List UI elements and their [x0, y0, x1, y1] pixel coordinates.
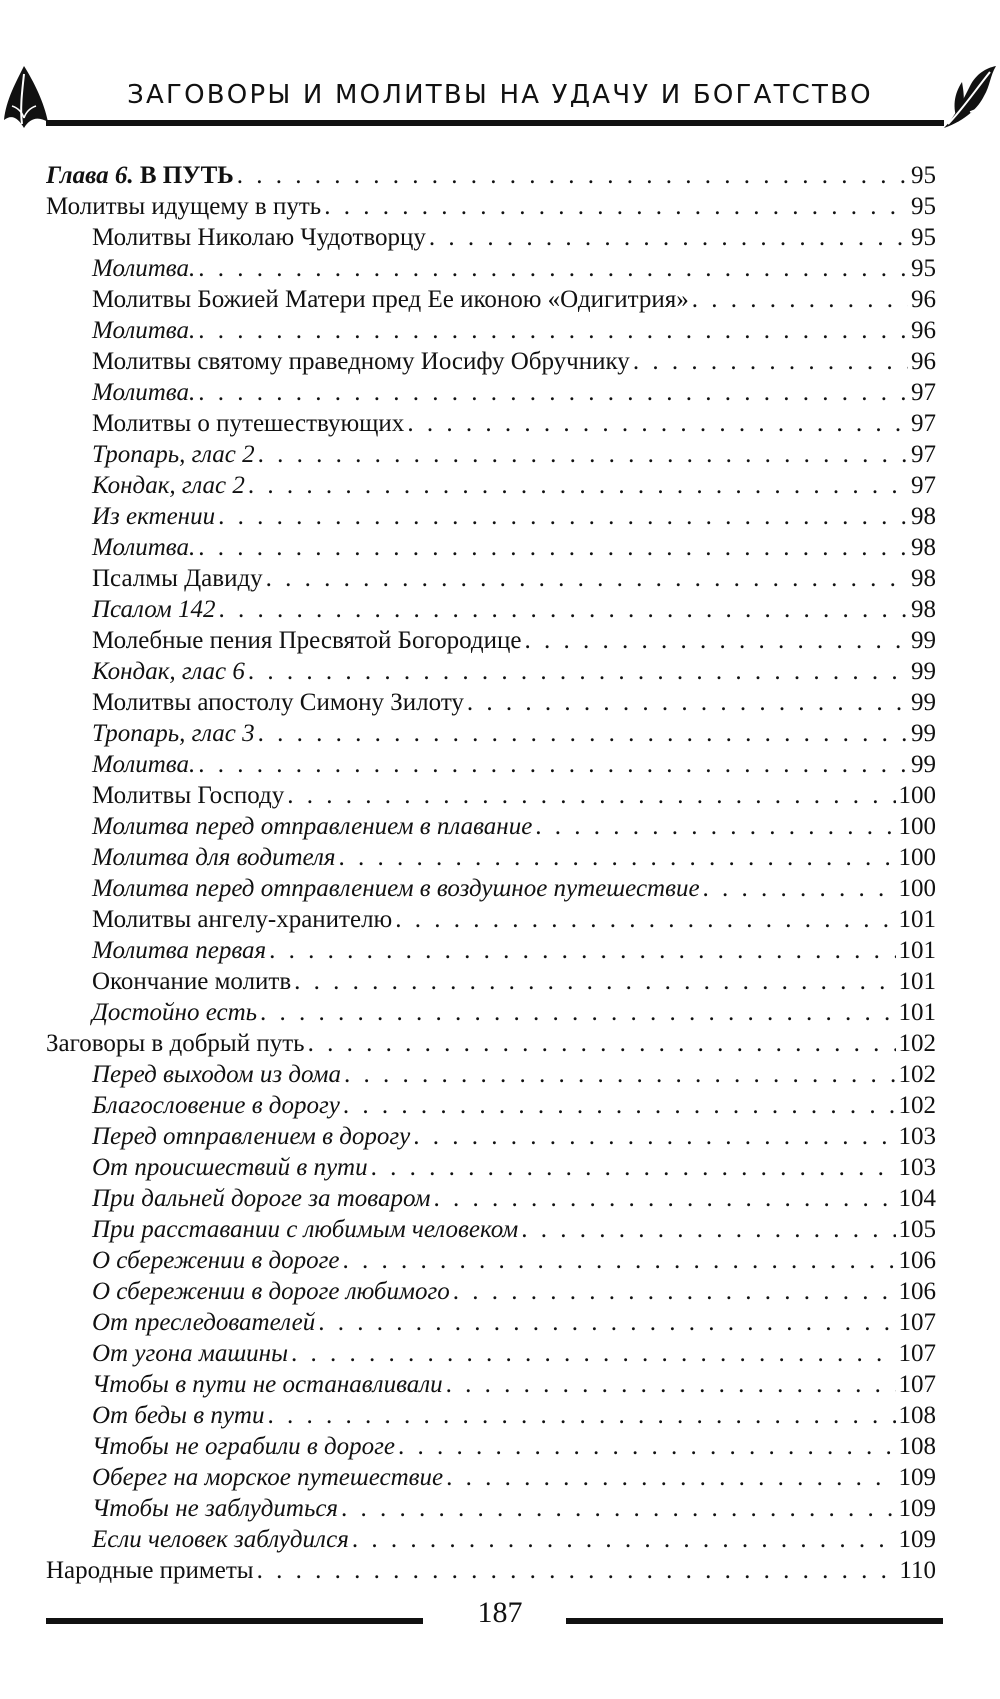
toc-entry-page: 101	[898, 968, 936, 995]
dot-leader	[248, 656, 908, 687]
dot-leader	[260, 997, 895, 1028]
dot-leader	[692, 284, 908, 315]
toc-entry-page: 95	[911, 162, 936, 189]
toc-entry-title: Молитва перед отправлением в воздушное путешествие	[92, 875, 700, 902]
toc-entry-page: 104	[898, 1185, 936, 1212]
dot-leader	[446, 1462, 895, 1493]
toc-entry	[46, 1400, 936, 1431]
toc-entry-page: 98	[911, 565, 936, 592]
toc-entry	[46, 222, 936, 253]
toc-entry-page: 97	[911, 472, 936, 499]
toc-entry-title: Молитва.	[92, 534, 196, 561]
toc-entry-page: 96	[911, 348, 936, 375]
toc-entry-page: 96	[911, 317, 936, 344]
toc-entry-title: При расставании с любимым человеком	[92, 1216, 519, 1243]
toc-entry	[46, 284, 936, 315]
toc-entry-title: Чтобы не заблудиться	[92, 1495, 339, 1522]
toc-entry-page: 101	[898, 906, 936, 933]
toc-entry-page: 96	[911, 286, 936, 313]
toc-entry-title: Молитвы святому праведному Иосифу Обручнику	[92, 348, 630, 375]
toc-entry	[46, 594, 936, 625]
dot-leader	[433, 1183, 895, 1214]
page-footer	[0, 1596, 1000, 1636]
toc-entry-page: 97	[911, 379, 936, 406]
dot-leader	[258, 718, 908, 749]
table-of-contents	[46, 160, 936, 1586]
toc-entry-title: Молитвы о путешествующих	[92, 410, 405, 437]
toc-entry	[46, 1493, 936, 1524]
toc-entry-page: 109	[898, 1526, 936, 1553]
toc-entry	[46, 873, 936, 904]
toc-entry	[46, 997, 936, 1028]
toc-entry-page: 99	[911, 627, 936, 654]
toc-entry-page: 109	[898, 1464, 936, 1491]
toc-entry-page: 100	[898, 813, 936, 840]
toc-entry	[46, 439, 936, 470]
toc-entry-page: 106	[898, 1247, 936, 1274]
toc-entry-page: 99	[911, 658, 936, 685]
toc-entry-page: 97	[911, 410, 936, 437]
dot-leader	[633, 346, 908, 377]
toc-entry-page: 103	[898, 1123, 936, 1150]
toc-entry-title: Молитвы идущему в путь	[46, 193, 322, 220]
toc-entry-title: Если человек заблудился	[92, 1526, 349, 1553]
toc-entry	[46, 1059, 936, 1090]
toc-entry-title: О сбережении в дороге любимого	[92, 1278, 450, 1305]
toc-entry	[46, 315, 936, 346]
toc-entry-page: 95	[911, 255, 936, 282]
toc-entry	[46, 811, 936, 842]
dot-leader	[198, 253, 908, 284]
dot-leader	[287, 780, 895, 811]
toc-entry-title: Молитва для водителя	[92, 844, 336, 871]
page-number: 187	[477, 1596, 523, 1629]
toc-entry-page: 95	[911, 224, 936, 251]
dot-leader	[535, 811, 895, 842]
toc-entry	[46, 904, 936, 935]
toc-entry	[46, 532, 936, 563]
toc-entry	[46, 1431, 936, 1462]
toc-entry-page: 100	[898, 875, 936, 902]
dot-leader	[294, 966, 895, 997]
dot-leader	[467, 687, 908, 718]
dot-leader	[524, 625, 908, 656]
toc-entry-page: 95	[911, 193, 936, 220]
toc-entry	[46, 1524, 936, 1555]
toc-entry-page: 110	[899, 1557, 936, 1584]
toc-entry-title: Тропарь, глас 3	[92, 720, 255, 747]
toc-entry-title: Псалмы Давиду	[92, 565, 263, 592]
toc-entry-page: 97	[911, 441, 936, 468]
toc-entry-title: Молебные пения Пресвятой Богородице	[92, 627, 522, 654]
toc-entry-title: Из ектении	[92, 503, 216, 530]
dot-leader	[291, 1338, 895, 1369]
toc-entry-title: Перед выходом из дома	[92, 1061, 341, 1088]
toc-entry	[46, 1121, 936, 1152]
toc-entry-title: Оберег на морское путешествие	[92, 1464, 444, 1491]
toc-entry-title: Чтобы не ограбили в дороге	[92, 1433, 396, 1460]
toc-entry-page: 99	[911, 689, 936, 716]
dot-leader	[258, 439, 908, 470]
toc-entry-page: 106	[898, 1278, 936, 1305]
toc-entry-title: Благословение в дорогу	[92, 1092, 340, 1119]
dot-leader	[198, 377, 908, 408]
dot-leader	[269, 935, 895, 966]
toc-entry-title: Молитвы Божией Матери пред Ее иконою «Одигитрия»	[92, 286, 689, 313]
toc-entry-title: Молитва первая	[92, 937, 267, 964]
toc-entry-page: 108	[898, 1402, 936, 1429]
toc-entry	[46, 377, 936, 408]
dot-leader	[308, 1028, 896, 1059]
toc-entry	[46, 1276, 936, 1307]
toc-entry-title: Молитвы ангелу-хранителю	[92, 906, 393, 933]
chapter-title: В ПУТЬ	[139, 162, 234, 189]
toc-entry-page: 107	[898, 1309, 936, 1336]
toc-entry	[46, 1028, 936, 1059]
running-header	[0, 62, 1000, 132]
toc-entry-title: От преследователей	[92, 1309, 316, 1336]
toc-entry	[46, 253, 936, 284]
toc-entry	[46, 470, 936, 501]
dot-leader	[341, 1493, 895, 1524]
toc-entry-page: 108	[898, 1433, 936, 1460]
toc-entry-title: Заговоры в добрый путь	[46, 1030, 305, 1057]
toc-entry-page: 109	[898, 1495, 936, 1522]
toc-entry-title: От беды в пути	[92, 1402, 265, 1429]
toc-entry	[46, 1555, 936, 1586]
toc-entry	[46, 656, 936, 687]
dot-leader	[395, 904, 895, 935]
toc-entry-title: Молитвы Господу	[92, 782, 285, 809]
toc-entry	[46, 563, 936, 594]
toc-entry	[46, 687, 936, 718]
toc-entry-title: Тропарь, глас 2	[92, 441, 255, 468]
toc-entry	[46, 346, 936, 377]
toc-entry-page: 98	[911, 503, 936, 530]
toc-entry	[46, 966, 936, 997]
dot-leader	[218, 594, 908, 625]
dot-leader	[198, 315, 908, 346]
dot-leader	[248, 470, 908, 501]
dot-leader	[446, 1369, 896, 1400]
toc-entry	[46, 1338, 936, 1369]
toc-entry	[46, 842, 936, 873]
dot-leader	[453, 1276, 896, 1307]
dot-leader	[237, 160, 908, 191]
toc-entry-page: 103	[898, 1154, 936, 1181]
toc-entry-title: Молитва.	[92, 379, 196, 406]
toc-entry	[46, 1462, 936, 1493]
dot-leader	[318, 1307, 895, 1338]
toc-entry	[46, 1369, 936, 1400]
dot-leader	[268, 1400, 896, 1431]
right-leaf-ornament-icon	[940, 62, 998, 132]
toc-entry-title: Молитва перед отправлением в плавание	[92, 813, 533, 840]
toc-entry-title: От угона машины	[92, 1340, 289, 1367]
toc-entry-page: 107	[898, 1340, 936, 1367]
dot-leader	[324, 191, 908, 222]
dot-leader	[266, 563, 908, 594]
toc-entry-title: Молитвы апостолу Симону Зилоту	[92, 689, 464, 716]
toc-entry	[46, 191, 936, 222]
toc-entry	[46, 1183, 936, 1214]
toc-entry-page: 100	[898, 844, 936, 871]
toc-entry-title: Кондак, глас 6	[92, 658, 245, 685]
dot-leader	[521, 1214, 895, 1245]
toc-entry-title: Молитва.	[92, 317, 196, 344]
toc-entry-page: 100	[898, 782, 936, 809]
toc-entry-page: 107	[898, 1371, 936, 1398]
toc-entry	[46, 1307, 936, 1338]
dot-leader	[218, 501, 908, 532]
toc-entry	[46, 625, 936, 656]
toc-entry-title: Народные приметы	[46, 1557, 254, 1584]
toc-entry	[46, 1152, 936, 1183]
dot-leader	[413, 1121, 895, 1152]
toc-entry-title: Окончание молитв	[92, 968, 292, 995]
dot-leader	[407, 408, 908, 439]
toc-entry-page: 98	[911, 596, 936, 623]
toc-entry-page: 102	[898, 1061, 936, 1088]
dot-leader	[198, 532, 908, 563]
toc-entry-page: 102	[898, 1092, 936, 1119]
toc-entry-title: Чтобы в пути не останавливали	[92, 1371, 443, 1398]
toc-entry-title: При дальней дороге за товаром	[92, 1185, 431, 1212]
toc-entry-title: Молитвы Николаю Чудотворцу	[92, 224, 426, 251]
toc-entry	[46, 718, 936, 749]
toc-entry	[46, 1214, 936, 1245]
toc-entry-page: 101	[898, 999, 936, 1026]
toc-entry	[46, 749, 936, 780]
toc-entry-page: 99	[911, 720, 936, 747]
toc-entry-title: Псалом 142	[92, 596, 216, 623]
toc-entry-page: 98	[911, 534, 936, 561]
toc-entry	[46, 780, 936, 811]
dot-leader	[343, 1245, 896, 1276]
toc-entry-title: Перед отправлением в дорогу	[92, 1123, 411, 1150]
header-title: ЗАГОВОРЫ И МОЛИТВЫ НА УДАЧУ И БОГАТСТВО	[127, 80, 873, 110]
toc-entry-title: Кондак, глас 2	[92, 472, 245, 499]
footer-rule-right	[566, 1618, 943, 1624]
toc-entry-page: 99	[911, 751, 936, 778]
header-rule	[46, 120, 944, 126]
dot-leader	[398, 1431, 895, 1462]
toc-entry	[46, 1245, 936, 1276]
toc-entry-page: 102	[898, 1030, 936, 1057]
dot-leader	[352, 1524, 896, 1555]
toc-entry-title	[46, 160, 234, 191]
toc-entry-page: 101	[898, 937, 936, 964]
dot-leader	[339, 842, 896, 873]
dot-leader	[703, 873, 896, 904]
toc-entry-title: Молитва.	[92, 255, 196, 282]
toc-entry-page: 105	[898, 1216, 936, 1243]
toc-entry-title: От происшествий в пути	[92, 1154, 368, 1181]
dot-leader	[257, 1555, 897, 1586]
toc-entry	[46, 1090, 936, 1121]
toc-entry	[46, 501, 936, 532]
toc-entry-title: О сбережении в дороге	[92, 1247, 340, 1274]
toc-entry	[46, 408, 936, 439]
toc-entry-title: Достойно есть	[92, 999, 258, 1026]
chapter-number: Глава 6.	[46, 162, 134, 189]
toc-entry	[46, 160, 936, 191]
dot-leader	[198, 749, 908, 780]
dot-leader	[429, 222, 908, 253]
dot-leader	[343, 1090, 896, 1121]
toc-entry-title: Молитва.	[92, 751, 196, 778]
dot-leader	[344, 1059, 896, 1090]
toc-entry	[46, 935, 936, 966]
dot-leader	[371, 1152, 896, 1183]
